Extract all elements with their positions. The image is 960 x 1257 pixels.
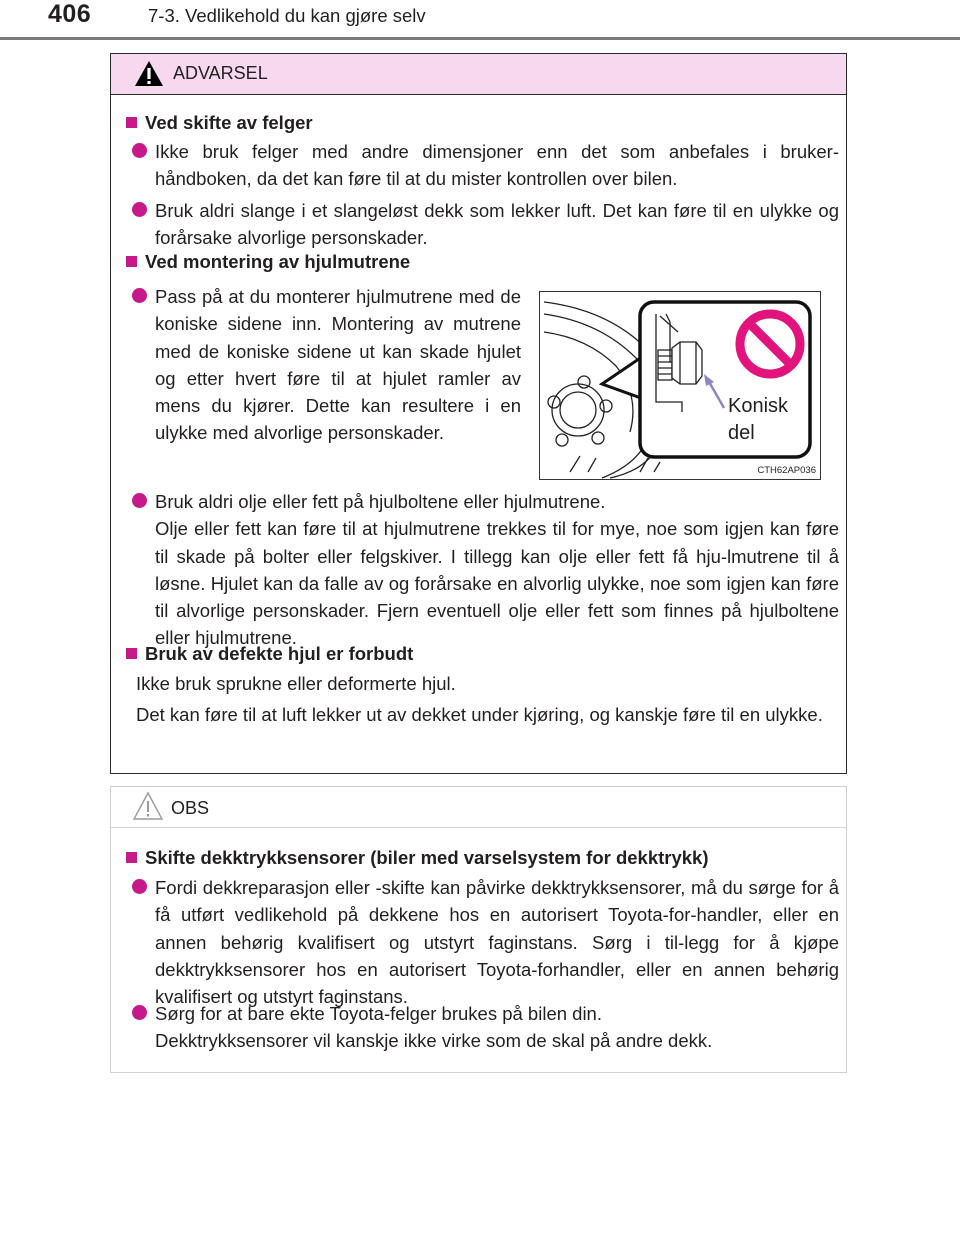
square-bullet-icon (126, 117, 137, 128)
warning-label: ADVARSEL (173, 63, 268, 83)
section-title: 7-3. Vedlikehold du kan gjøre selv (148, 5, 426, 26)
heading-wheel-change: Ved skifte av felger (126, 112, 313, 134)
warning-box-header (111, 54, 846, 95)
square-bullet-icon (126, 648, 137, 659)
caution-triangle-icon (132, 791, 164, 821)
bullet-wheel-dimensions: Ikke bruk felger med andre dimensjoner enn det som anbefales i bruker-håndboken, da det kan føre til at du mister kontrollen over bilen. (155, 138, 839, 193)
square-bullet-icon (126, 852, 137, 863)
paragraph-no-cracked-wheels: Ikke bruk sprukne eller deformerte hjul. (136, 673, 456, 694)
heading-wheel-nuts: Ved montering av hjulmutrene (126, 251, 410, 273)
bullet-genuine-wheels: Sørg for at bare ekte Toyota-felger brukes på bilen din. Dekktrykksensorer vil kanskje ikke virke som de skal på andre dekk. (155, 1000, 839, 1055)
paragraph-air-leak: Det kan føre til at luft lekker ut av dekket under kjøring, og kanskje føre til en ulykke. (136, 704, 823, 725)
heading-tpms: Skifte dekktrykksensorer (biler med varselsystem for dekktrykk) (126, 847, 709, 869)
bullet-nut-orientation: Pass på at du monterer hjulmutrene med de koniske sidene inn. Montering av mutrene med de koniske sidene ut kan skade hjulet og etter hvert føre til at hjulet ramler av mens du kjører. Dette kan resultere i en ulykke med alvorlige personskader. (155, 283, 521, 447)
bullet-tube-warning: Bruk aldri slange i et slangeløst dekk som lekker luft. Det kan føre til en ulykke og forårsake alvorlige personskader. (155, 197, 839, 252)
notice-label: OBS (171, 798, 210, 818)
wheel-nut-illustration (539, 291, 821, 480)
bullet-dot-icon (132, 288, 147, 303)
bullet-dot-icon (132, 143, 147, 158)
callout-label: Konisk del (728, 395, 789, 444)
notice-box-header (111, 787, 846, 828)
bullet-dot-icon (132, 202, 147, 217)
warning-triangle-icon (134, 60, 164, 87)
page-header (0, 0, 960, 40)
bullet-dot-icon (132, 493, 147, 508)
header-rule (0, 37, 960, 40)
heading-defective-wheels: Bruk av defekte hjul er forbudt (126, 643, 413, 665)
illustration-code: CTH62AP036 (757, 465, 816, 476)
bullet-no-oil: Bruk aldri olje eller fett på hjulboltene eller hjulmutrene. Olje eller fett kan føre til at hjulmutrene trekkes til for mye, noe som igjen kan føre til skade på bolter eller felgskiver. I tillegg kan olje eller fett få hju-lmutrene til å løsne. Hjulet kan da falle av og forårsake en alvorlig ulykke, noe som igjen kan føre til alvorlige personskader. Fjern eventuell olje eller fett som finnes på hjulboltene eller hjulmutrene. (155, 488, 839, 652)
bullet-dot-icon (132, 1005, 147, 1020)
square-bullet-icon (126, 256, 137, 267)
page-number: 406 (48, 0, 92, 28)
bullet-dot-icon (132, 879, 147, 894)
wheel-hub-drawing (540, 292, 820, 479)
bullet-tpms-service: Fordi dekkreparasjon eller -skifte kan påvirke dekktrykksensorer, må du sørge for å få utført vedlikehold på dekkene hos en autorisert Toyota-for-handler, eller en annen behørig kvalifisert og utstyrt faginstans. Sørg i til-legg for å kjøpe dekktrykksensorer hos en autorisert Toyota-forhandler, eller en annen behørig kvalifisert og utstyrt faginstans. (155, 874, 839, 1010)
